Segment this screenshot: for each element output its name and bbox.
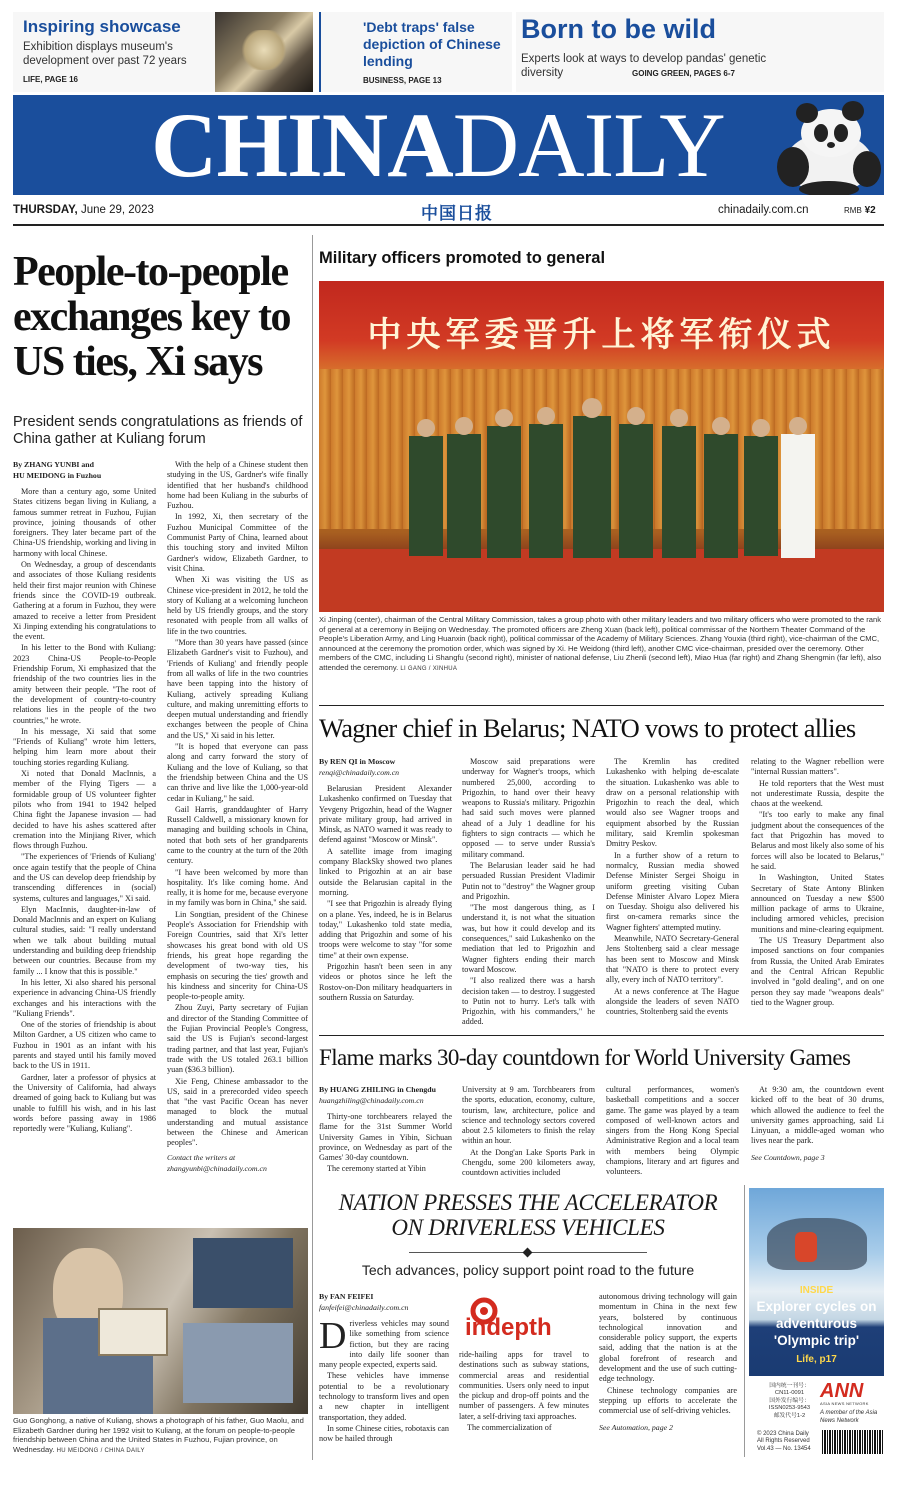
price-label: RMB: [844, 206, 862, 215]
driverless-byline-2[interactable]: fanfeifei@chinadaily.com.cn: [319, 1303, 409, 1312]
teaser-debt[interactable]: [319, 12, 512, 92]
military-rule: [319, 705, 884, 706]
issue-weekday: THURSDAY,: [13, 204, 78, 216]
wagner-p7: "The most dangerous thing, as I understand it, is not what the situation was, but how it could develop and its consequences," said Lukashenko on the mediation that led to Prigozhin and Wagner fighters ending their march toward Moscow.: [462, 903, 595, 974]
driverless-dropcap: D: [319, 1315, 347, 1357]
copyright: [757, 1431, 822, 1453]
lead-deck: President sends congratulations as friends of China gather at Kuliang forum: [13, 414, 303, 447]
flame-p1: Thirty-one torchbearers relayed the flame for the 31st Summer World University Games in Yibin, Sichuan province, on Wednesday as part of the Games' 30-day countdown.: [319, 1112, 452, 1163]
ann-sub: ASIA NEWS NETWORK: [820, 1401, 869, 1406]
driverless-see[interactable]: See Automation, page 2: [599, 1422, 673, 1432]
column-divider: [312, 235, 313, 1460]
lead-col-1: [13, 460, 156, 1135]
teaser-bar: [13, 12, 884, 92]
inside-title: Explorer cycles on adventurous 'Olympic trip': [756, 1299, 877, 1348]
inside-promo[interactable]: [749, 1188, 884, 1376]
driverless-p5: autonomous driving technology will gain momentum in China in the next few years, bolstered by continuous technological innovation and considerable policy support, the experts said, adding that the nation is at the global forefront of research and development and the use of such cutting-edge technology.: [599, 1292, 737, 1384]
lead-p16: Gail Harris, granddaughter of Harry Russell Caldwell, a missionary known for managing and building schools in China, noted that both sets of her grandparents came to the country at the turn of the 20th century.: [167, 804, 308, 866]
dateline-rule: [13, 224, 884, 226]
issue-date: [13, 204, 154, 216]
lead-photo-caption: [13, 1416, 308, 1456]
masthead-daily: DAILY: [452, 95, 725, 195]
lead-byline-1: By ZHANG YUNBI and: [13, 460, 94, 469]
flame-see[interactable]: See Countdown, page 3: [751, 1152, 825, 1162]
price-value: ¥2: [864, 205, 876, 216]
lead-p13: When Xi was visiting the US as Chinese vice-president in 2012, he told the story of Kuliang at a welcoming luncheon held by US friendly groups, and the story resonated with people from all walks of life in the two countries.: [167, 575, 308, 636]
wagner-p1: Belarusian President Alexander Lukashenko confirmed on Tuesday that Yevgeny Prigozhin, head of the Wagner private military group, had arrived in Minsk, as NATO warned it was ready to defend against "Moscow or Minsk".: [319, 784, 452, 845]
flame-p6: At 9:30 am, the countdown event kicked off to the beat of 30 drums, which allowed the audience to feel the university games approaching, said Li Linyuan, a middle-aged woman who lives near the park.: [751, 1085, 884, 1146]
wagner-p3: "I see that Prigozhin is already flying on a plane. Yes, indeed, he is in Belarus today," Lukashenko told state media, adding that Prigozhin and some of his troops were welcome to stay "for some time" at their own expense.: [319, 899, 452, 960]
flame-col-4: [751, 1085, 884, 1164]
ceremony-banner: 中央军委晋升上将军衔仪式: [367, 315, 836, 355]
wagner-byline-2[interactable]: renqi@chinadaily.com.cn: [319, 768, 400, 777]
lead-p8: In his letter, Xi also shared his personal experience in advancing China-US friendly exchanges and his interactions with the "Kuliang Friends".: [13, 977, 156, 1018]
lead-p1: More than a century ago, some United States citizens began living in Kuliang, a famous summer retreat in Fuzhou, Fujian province, joining thousands of other foreigners. They later became part of the China-US friendship, working and living in harmony with local Chinese.: [13, 487, 156, 558]
wagner-col-2: [462, 757, 595, 1029]
flame-p5: cultural performances, women's basketball competitions and a soccer game. The game was played by a team composed of well-known actors and singers from the Hong Kong Special Administrative Region and a local team with members being Olympic champions, literary and art figures and volunteers.: [606, 1085, 739, 1177]
wagner-p15: "It's too early to make any final judgment about the consequences of the fact that Prigozhin has moved to Belarus and most likely also some of his forces will also be located to Belarus," he said.: [751, 810, 884, 871]
lead-p9: One of the stories of friendship is about Milton Gardner, a US citizen who came to Fuzhou in 1901 as an infant with his parents and stayed until his family moved back to the US in 1911.: [13, 1020, 156, 1071]
ceremony-caption: [319, 615, 884, 675]
teaser-pandas-sub: Experts look at ways to develop pandas' genetic diversity: [521, 53, 767, 79]
publication-codes: [762, 1383, 817, 1420]
lead-p11: With the help of a Chinese student then studying in the US, Gardner's wife finally identified that her husband's childhood home had been Kuliang in the suburbs of Fuzhou.: [167, 460, 308, 511]
lead-p4: In his message, Xi said that some "Friends of Kuliang" wrote him letters, helping him learn more about their touching stories regarding Kuliang.: [13, 726, 156, 767]
code-1: 国内统一刊号：: [769, 1383, 810, 1389]
lead-p7: Elyn MacInnis, daughter-in-law of Donald MacInnis and an expert on Kuliang cultural studies, said: "I really understand when we talk about building mutual understanding and building deep friendship between our countries. Because from my family ... I know that this is possible.": [13, 904, 156, 976]
dateline: [13, 200, 884, 222]
wagner-byline-1: By REN QI in Moscow: [319, 757, 396, 766]
barcode: [822, 1430, 884, 1454]
driverless-lead-text: riverless vehicles may sound like something from science fiction, but they are racing into daily life sooner than many people expected, experts said.: [319, 1319, 449, 1370]
driverless-lead: [319, 1315, 449, 1370]
lead-byline-2: HU MEIDONG in Fuzhou: [13, 471, 102, 480]
code-5: 邮发代号1-2: [773, 1412, 806, 1419]
inside-label: INSIDE: [799, 1285, 834, 1296]
copyright-2: All Rights Reserved: [757, 1438, 810, 1445]
teaser-pandas-title: Born to be wild: [521, 14, 716, 44]
flame-col-2: [462, 1085, 595, 1180]
masthead-china: CHINA: [151, 95, 453, 195]
flame-col-1: [319, 1085, 452, 1176]
code-4: ISSN0253-9543: [768, 1405, 811, 1412]
driverless-headline-2: ON DRIVERLESS VEHICLES: [391, 1215, 665, 1240]
copyright-3: Vol.43 — No. 13454: [757, 1445, 811, 1452]
inside-page: Life, p17: [796, 1354, 837, 1365]
lead-p17: "I have been welcomed by more than hospitality. It's like coming home. And really, it is home for me, because everyone in my family was born in China," she said.: [167, 867, 308, 908]
lead-caption-credit: HU MEIDONG / CHINA DAILY: [56, 1447, 145, 1454]
lead-headline[interactable]: People-to-people exchanges key to US ties, Xi says: [13, 249, 290, 385]
flame-p3: University at 9 am. Torchbearers from the sports, education, economy, culture, tourism, law, architecture, police and science and technology sectors covered about 2.5 kilometers to finish the relay within an hour.: [462, 1085, 595, 1146]
wagner-p5: Moscow said preparations were underway for Wagner's troops, which numbered 25,000, according to Prigozhin, to hand over their heavy weapons to Russia's military. Prigozhin had said such moves were planned ahead of a July 1 deadline for his fighters to sign contracts — which he opposed — to serve under Russia's military command.: [462, 757, 595, 859]
ann-logo[interactable]: [820, 1381, 884, 1425]
lead-col-2: [167, 460, 308, 1175]
driverless-story: [319, 1190, 737, 1460]
masthead-logo[interactable]: [151, 95, 725, 195]
teaser-showcase-title: Inspiring showcase: [23, 17, 181, 36]
teaser-pandas[interactable]: [516, 12, 884, 92]
flame-col-3: [606, 1085, 739, 1179]
driverless-deck: Tech advances, policy support point road to the future: [361, 1262, 695, 1278]
masthead: [13, 95, 884, 195]
lead-p14: "More than 30 years have passed (since Elizabeth Gardner's visit to Fuzhou), and 'Friends of Kuliang' and friendly people from all walks of life in the two countries have been tapping into the history of Kuliang, actively spreading Kuliang culture, and making unremitting efforts to deepen mutual understanding and friendly exchanges between the people of China and the US," Xi said in his letter.: [167, 638, 308, 740]
lead-p6: "The experiences of 'Friends of Kuliang' once again testify that the people of China and the US can develop deep friendship by transcending differences in (social) systems, cultures and languages," Xi said.: [13, 852, 156, 903]
driverless-headline-1: NATION PRESSES THE ACCELERATOR: [338, 1190, 718, 1215]
wagner-p9: The Kremlin has credited Lukashenko with helping de-escalate the situation. Lukashenko was able to draw on a personal relationship with Prigozhin to reach the deal, which would also see Wagner troops and equipment absorbed by the Russian military, said Kremlin spokesman Dmitry Peskov.: [606, 757, 739, 849]
flame-p4: At the Dong'an Lake Sports Park in Chengdu, some 200 kilometers away, countdown activities included: [462, 1147, 595, 1178]
ceremony-caption-text: Xi Jinping (center), chairman of the Central Military Commission, takes a group photo with other military leaders and two military officers who were promoted to the rank of general at a ceremony in Beijing on Wednesday. The promoted officers are Zheng Xuan (back left), political commissar of the Northern Theater Command of the People's Liberation Army, and Ling Huanxin (back right), political commissar of the Academy of Military Sciences. Zhang Youxia (third right), vice-chairman of the CMC, announced at the ceremony the promotion order, which was signed by Xi. He Weidong (third left), another CMC vice-chairman, presided over the ceremony. Other members of the CMC, including Li Shangfu (second right), minister of national defense, Liu Zhenli (second left), Miao Hua (far right) and Zhang Shengmin (far left), also attended the ceremony.: [319, 615, 882, 672]
driverless-p3: ride-hailing apps for travel to destinations such as subway stations, commercial areas and residential communities. Users only need to input the pickup and drop-off points and the number of passengers. A few minutes later, a self-driving taxi approaches.: [459, 1350, 589, 1421]
lead-contact-1: Contact the writers at: [167, 1152, 236, 1162]
lead-p18: Lin Songtian, president of the Chinese People's Association for Friendship with Foreign Countries, said that Xi's letter showcases his great bond with old US friends, his great hope regarding the development of two-way ties, his emphasis on securing the ties' growth and his kindness and sincerity for China-US people-to-people amity.: [167, 909, 308, 1002]
ann-mark: ANN: [820, 1380, 864, 1402]
wagner-col-4: [751, 757, 884, 1009]
driverless-headline[interactable]: [319, 1190, 737, 1240]
lead-story: [13, 230, 308, 1225]
driverless-divider: [744, 1185, 745, 1457]
indepth-logo[interactable]: [459, 1292, 589, 1350]
code-3: 国外发行编号：: [769, 1397, 810, 1404]
wagner-p2: A satellite image from imaging company BlackSky showed two planes linked to Prigozhin at an air base outside the Belarusian capital in the morning.: [319, 846, 452, 897]
wagner-p16: In Washington, United States Secretary of State Antony Blinken announced on Tuesday a new $500 million package of arms to Ukraine, including armored vehicles, precision munitions and mine-clearing equipment.: [751, 873, 884, 934]
wagner-p6: The Belarusian leader said he had persuaded Russian President Vladimir Putin not to "destroy" the Wagner group and Prigozhin.: [462, 860, 595, 901]
flame-byline-1: By HUANG ZHILING in Chengdu: [319, 1085, 436, 1094]
wagner-p12: At a news conference at The Hague alongside the leaders of seven NATO countries, Stoltenberg said the events: [606, 986, 739, 1017]
price: [844, 205, 876, 216]
lead-p5: Xi noted that Donald MacInnis, a member of the Flying Tigers — a formidable group of US volunteer fighter pilots who from 1941 to 1942 helped China fight the Japanese invasion — had decided to have his ashes scattered after cremation into the Minjiang River, which flows through Fuzhou.: [13, 769, 156, 851]
wagner-col-3: [606, 757, 739, 1018]
driverless-col-2: [459, 1292, 589, 1434]
lead-p20: Xie Feng, Chinese ambassador to the US, said in a prerecorded video speech that "the vast Pacific Ocean has never managed to block the mutual understanding and mutual assistance between the Chinese and American peoples".: [167, 1076, 308, 1148]
issue-day: June 29, 2023: [80, 204, 154, 216]
copyright-1: © 2023 China Daily: [757, 1431, 809, 1437]
wagner-p13: relating to the Wagner rebellion were "internal Russian matters".: [751, 757, 884, 777]
panda-illustration: [771, 95, 883, 195]
lead-contact-2[interactable]: zhangyunbi@chinadaily.com.cn: [167, 1163, 267, 1173]
wagner-p10: In a further show of a return to normalcy, Russian media showed Defense Minister Sergei Shoigu in uniform greeting visiting Cuban Defense Minister Alvaro Lopez Miera on Tuesday. Shoigu also delivered his first on-camera remarks since the Wagner fighters' attempted mutiny.: [606, 850, 739, 932]
lead-p19: Zhou Zuyi, Party secretary of Fujian and director of the Standing Committee of the Fujian Provincial People's Congress, said the US is Fujian's second-largest trading partner, and that last year, Fujian's trade with the US totaled 263.1 billion yuan ($36.3 billion).: [167, 1003, 308, 1075]
flame-headline[interactable]: Flame marks 30-day countdown for World University Games: [319, 1045, 851, 1070]
military-kicker[interactable]: Military officers promoted to general: [319, 249, 606, 267]
wagner-p8: "I also realized there was a harsh decision taken — to destroy. I suggested to Putin not to hurry. Let's talk with Prigozhin, with his commanders," he added.: [462, 976, 595, 1027]
teaser-showcase-sub: Exhibition displays museum's development over past 72 years: [23, 41, 187, 67]
teaser-showcase[interactable]: [13, 12, 313, 92]
ornament-divider: [409, 1249, 647, 1257]
wagner-p4: Prigozhin hasn't been seen in any videos or photos since he left the Rostov-on-Don military headquarters in southern Russia on Saturday.: [319, 962, 452, 1002]
lead-p12: In 1992, Xi, then secretary of the Fuzhou Municipal Committee of the Communist Party of China, learned about this touching story and invited Milton Gardner's widow, Elizabeth Gardner, to visit China.: [167, 512, 308, 573]
museum-photo: [215, 12, 313, 92]
ceremony-photo: [319, 281, 884, 612]
lead-p10: Gardner, later a professor of physics at the University of California, had always dreamed of going back to Kuliang but was unable to fulfill his wish, and in his last words before passing away in 1986 reportedly were "Kuliang, Kuliang".: [13, 1072, 156, 1134]
website-link[interactable]: chinadaily.com.cn: [718, 204, 809, 216]
flame-byline-2[interactable]: huangzhiling@chinadaily.com.cn: [319, 1096, 424, 1105]
driverless-p6: Chinese technology companies are stepping up efforts to accelerate the commercial use of self-driving vehicles.: [599, 1385, 737, 1416]
lead-caption-text: Guo Gonghong, a native of Kuliang, shows a photograph of his father, Guo Maolu, and Elizabeth Gardner during her 1992 visit to Kuliang, at the forum on people-to-people friendship between China and the United States in Fuzhou, Fujian province, on Wednesday.: [13, 1416, 304, 1454]
lead-p3: In his letter to the Bond with Kuliang: 2023 China-US People-to-People Friendship Forum, Xi emphasized that the friendship of the two countries lies in the amity between their people. "The root of the development of country-to-country relations lies in the people of the two countries," he wrote.: [13, 643, 156, 725]
teaser-showcase-page: LIFE, PAGE 16: [23, 75, 78, 84]
chinese-masthead: 中国日报: [421, 204, 493, 223]
driverless-col-1: [319, 1292, 449, 1446]
indepth-label: indepth: [465, 1314, 552, 1341]
ceremony-caption-credit: LI GANG / XINHUA: [400, 665, 458, 672]
wagner-p14: He told reporters that the West must not underestimate Russia, despite the chaos at the weekend.: [751, 778, 884, 809]
wagner-rule: [319, 1035, 884, 1036]
kuliang-forum-photo: [13, 1228, 308, 1414]
flame-p2: The ceremony started at Yibin: [327, 1164, 426, 1174]
wagner-col-1: [319, 757, 452, 1004]
code-2: CN11-0091: [774, 1390, 805, 1397]
teaser-pandas-page: GOING GREEN, PAGES 6-7: [632, 69, 735, 78]
driverless-byline-1: By FAN FEIFEI: [319, 1292, 374, 1301]
teaser-debt-page: BUSINESS, PAGE 13: [363, 76, 442, 85]
driverless-p4: The commercialization of: [467, 1423, 552, 1433]
lead-p2: On Wednesday, a group of descendants and associates of those Kuliang residents held their first major reunion with Chinese friends since the COVID-19 outbreak. Gathering at a forum in Fuzhou, they were amazed to receive a letter from President Xi Jinping extending his congratulations to the event.: [13, 560, 156, 642]
driverless-p1: These vehicles have immense potential to be a revolutionary technology to transform lives and open a new chapter in intelligent transportation, they added.: [319, 1371, 449, 1422]
lead-p15: "It is hoped that everyone can pass along and carry forward the story of Kuliang and the love of Kuliang, so that the friendship between China and the US can thrive and live like the 1,000-year-old cedar in Kuliang," he said.: [167, 742, 308, 803]
wagner-p11: Meanwhile, NATO Secretary-General Jens Stoltenberg said a clear message has been sent to Moscow and Minsk that "NATO is there to protect every ally, every inch of NATO territory".: [606, 934, 739, 985]
wagner-headline[interactable]: Wagner chief in Belarus; NATO vows to protect allies: [319, 713, 856, 743]
ann-member: A member of the Asia News Network: [820, 1410, 878, 1424]
driverless-p2: In some Chinese cities, robotaxis can now be hailed through: [319, 1423, 449, 1444]
teaser-debt-title: 'Debt traps' false depiction of Chinese lending: [363, 19, 501, 69]
driverless-col-3: [599, 1292, 737, 1434]
wagner-p17: The US Treasury Department also imposed sanctions on four companies from Russia, the United Arab Emirates and the Central African Republic involved in "gold dealing", and on one person they say made "weapons deals" tied to the Wagner group.: [751, 936, 884, 1007]
